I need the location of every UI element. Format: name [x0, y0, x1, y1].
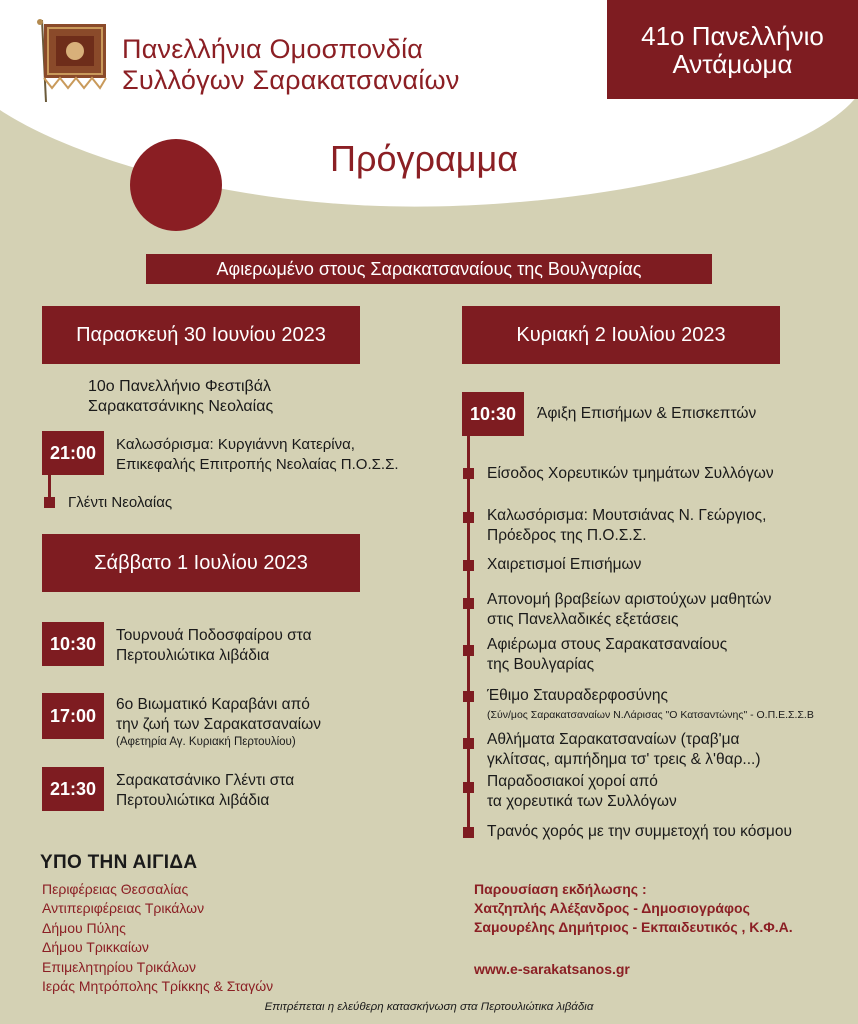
decorative-circle [130, 139, 222, 231]
sunday-timeline [467, 430, 470, 832]
festival-line2: Σαρακατσάνικης Νεολαίας [88, 398, 274, 415]
friday-event-1-line1: Καλωσόρισμα: Κυργιάννη Κατερίνα, [116, 436, 355, 453]
sunday-bullet [463, 738, 474, 749]
sunday-first-event: Άφιξη Επισήμων & Επισκεπτών [537, 405, 757, 422]
sunday-event-6-note: (Σύν/μος Σαρακατσαναίων Ν.Λάρισας "Ο Κατσαντώνης" - Ο.Π.Ε.Σ.Σ.Β [487, 709, 814, 721]
website-link[interactable]: www.e-sarakatsanos.gr [474, 961, 630, 977]
banner-flag-logo [32, 18, 110, 104]
sunday-event-4-line1: Απονομή βραβείων αριστούχων μαθητών [487, 591, 772, 608]
auspices-item: Επιμελητηρίου Τρικάλων [42, 958, 196, 975]
sunday-event-6-line1: Έθιμο Σταυραδερφοσύνης [487, 687, 668, 704]
auspices-item: Ιεράς Μητρόπολης Τρίκκης & Σταγών [42, 978, 274, 995]
sunday-event-2 [487, 506, 766, 546]
saturday-header: Σάββατο 1 Ιουλίου 2023 [42, 534, 360, 592]
sunday-event-4 [487, 590, 771, 630]
saturday-event-2-line2: την ζωή των Σαρακατσαναίων [116, 716, 321, 733]
saturday-time-box-1: 10:30 [42, 622, 104, 666]
sunday-event-3: Χαιρετισμοί Επισήμων [487, 556, 642, 573]
footer-note: Επιτρέπεται η ελεύθερη κατασκήνωση στα Περτουλιώτικα λιβάδια [264, 1001, 594, 1013]
sunday-time-box: 10:30 [462, 392, 524, 436]
sunday-event-8-line1: Παραδοσιακοί χοροί από [487, 773, 658, 790]
auspices-item: Δήμου Τρικκαίων [42, 939, 149, 956]
sunday-bullet [463, 468, 474, 479]
sunday-bullet [463, 645, 474, 656]
sunday-event-9: Τρανός χορός με την συμμετοχή του κόσμου [487, 823, 792, 840]
sunday-event-5-line1: Αφιέρωμα στους Σαρακατσαναίους [487, 636, 728, 653]
presenter-2: Σαμουρέλης Δημήτριος - Εκπαιδευτικός , Κ.Φ.Α. [474, 919, 793, 935]
sunday-bullet [463, 598, 474, 609]
presentation-label: Παρουσίαση εκδήλωσης : [474, 881, 647, 897]
org-name-line2: Συλλόγων Σαρακατσαναίων [122, 65, 460, 95]
saturday-event-1-line2: Περτουλιώτικα λιβάδια [116, 647, 270, 664]
friday-event-1 [116, 435, 399, 475]
presentation-block [474, 880, 793, 937]
sunday-event-8-line2: τα χορευτικά των Συλλόγων [487, 793, 677, 810]
auspices-item: Περιφέρειας Θεσσαλίας [42, 881, 189, 897]
friday-event-1-line2: Επικεφαλής Επιτροπής Νεολαίας Π.Ο.Σ.Σ. [116, 456, 399, 473]
presenter-1: Χατζηπλής Αλέξανδρος - Δημοσιογράφος [474, 900, 750, 916]
saturday-event-2-line1: 6ο Βιωματικό Καραβάνι από [116, 696, 310, 713]
sunday-event-1: Είσοδος Χορευτικών τμημάτων Συλλόγων [487, 465, 774, 482]
saturday-time-box-3: 21:30 [42, 767, 104, 811]
sunday-event-4-line2: στις Πανελλαδικές εξετάσεις [487, 611, 679, 628]
sunday-event-2-line2: Πρόεδρος της Π.Ο.Σ.Σ. [487, 527, 647, 544]
sunday-header: Κυριακή 2 Ιουλίου 2023 [462, 306, 780, 364]
sunday-event-7 [487, 730, 761, 770]
friday-header: Παρασκευή 30 Ιουνίου 2023 [42, 306, 360, 364]
sunday-event-5 [487, 635, 727, 675]
saturday-event-3-line1: Σαρακατσάνικο Γλέντι στα [116, 772, 295, 789]
org-name-line1: Πανελλήνια Ομοσπονδία [122, 34, 424, 64]
friday-time-box: 21:00 [42, 431, 104, 475]
event-badge-line1: 41ο Πανελλήνιο [641, 20, 824, 51]
sunday-event-6 [487, 686, 814, 722]
dedication-banner: Αφιερωμένο στους Σαρακατσαναίους της Βουλγαρίας [146, 254, 712, 284]
saturday-event-1 [116, 626, 312, 666]
festival-title [88, 377, 273, 417]
saturday-event-1-line1: Τουρνουά Ποδοσφαίρου στα [116, 627, 312, 644]
sunday-bullet [463, 782, 474, 793]
organization-name [122, 34, 460, 96]
auspices-item: Δήμου Πύλης [42, 919, 126, 936]
page-title: Πρόγραμμα [330, 138, 519, 179]
sunday-bullet [463, 560, 474, 571]
festival-line1: 10ο Πανελλήνιο Φεστιβάλ [88, 378, 271, 395]
auspices-title: ΥΠΟ ΤΗΝ ΑΙΓΙΔΑ [40, 852, 198, 873]
auspices-list [42, 880, 273, 996]
sunday-event-7-line1: Αθλήματα Σαρακατσαναίων (τραβ'μα [487, 731, 740, 748]
saturday-event-2 [116, 695, 321, 749]
saturday-time-box-2: 17:00 [42, 693, 104, 739]
sunday-event-7-line2: γκλίτσας, αμπήδημα τσ' τρεις & λ'θαρ...) [487, 751, 761, 768]
sunday-event-5-line2: της Βουλγαρίας [487, 656, 595, 673]
event-badge-line2: Αντάμωμα [672, 48, 793, 79]
saturday-event-2-note: (Αφετηρία Αγ. Κυριακή Περτουλίου) [116, 736, 296, 748]
sunday-bullet [463, 691, 474, 702]
event-badge [607, 0, 858, 99]
sunday-event-8 [487, 772, 677, 812]
friday-bullet [44, 497, 55, 508]
sunday-event-2-line1: Καλωσόρισμα: Μουτσιάνας Ν. Γεώργιος, [487, 507, 767, 524]
saturday-event-3-line2: Περτουλιώτικα λιβάδια [116, 792, 270, 809]
friday-event-2: Γλέντι Νεολαίας [68, 494, 173, 511]
sunday-bullet [463, 827, 474, 838]
sunday-bullet [463, 512, 474, 523]
saturday-event-3 [116, 771, 294, 811]
auspices-item: Αντιπεριφέρειας Τρικάλων [42, 900, 205, 917]
